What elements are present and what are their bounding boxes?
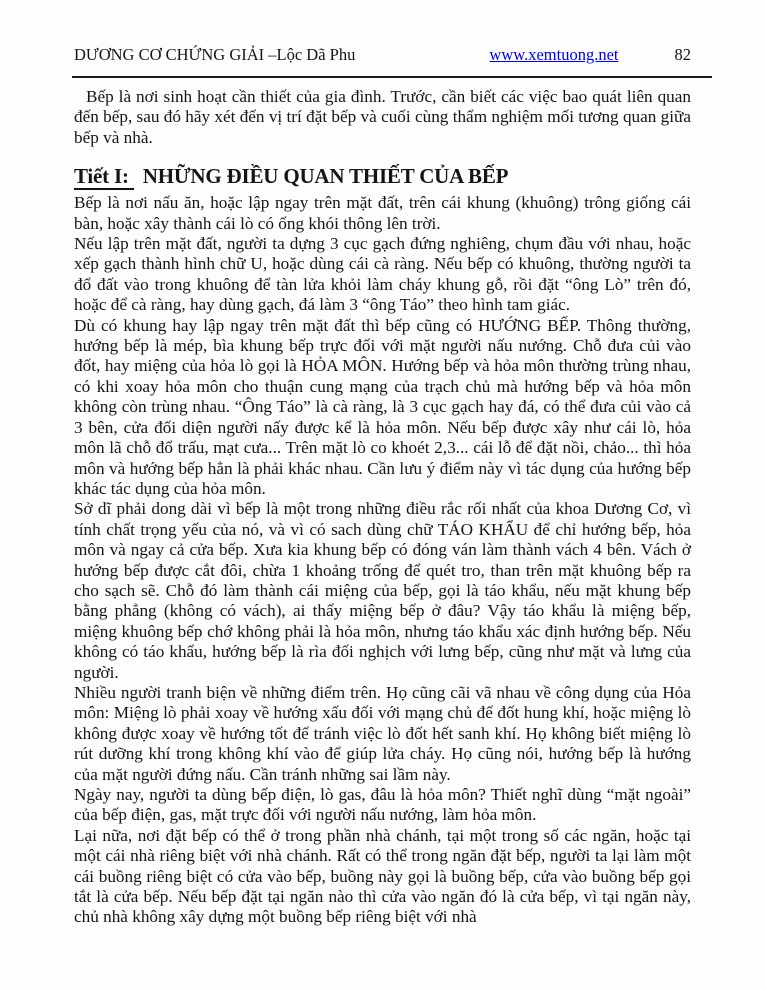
body-paragraph: Bếp là nơi nấu ăn, hoặc lập ngay trên mặt đất, trên cái khung (khuông) trông giống cái bàn, hoặc xây thành cái lò có ống khói thông lên trời. <box>74 193 691 233</box>
book-title: DƯƠNG CƠ CHỨNG GIẢI –Lộc Dã Phu <box>74 45 356 64</box>
header-divider <box>72 76 712 78</box>
body-paragraph: Ngày nay, người ta dùng bếp điện, lò gas, đâu là hỏa môn? Thiết nghĩ dùng “mặt ngoài” của bếp điện, gas, mặt trực đối với người nấu nướng, làm hỏa môn. <box>74 785 691 825</box>
body-paragraph: Sở dĩ phải dong dài vì bếp là một trong những điều rắc rối nhất của khoa Dương Cơ, vì tính chất trọng yếu của nó, và vì có sach dùng chữ TÁO KHẨU để chỉ hướng bếp, hỏa môn và ngay cả cửa bếp. Xưa kia khung bếp có đóng ván làm thành vách 4 bên. Vách ở hướng bếp được cắt đôi, chừa 1 khoảng trống để quét tro, than trên mặt khuông bếp ra cho sạch sẽ. Chỗ đó làm thành cái miệng của bếp, gọi là táo khẩu, nếu mặt khung bếp bằng phẳng (không có vách), ai thấy miệng bếp ở đâu? Vậy táo khẩu là miệng bếp, miệng khuông bếp chớ không phải là hỏa môn, nhưng táo khẩu xác định hướng bếp. Nếu không có táo khẩu, hướng bếp là rìa đối nghịch với lưng bếp, cũng như mặt và lưng của người. <box>74 499 691 682</box>
website-link[interactable]: www.xemtuong.net <box>489 45 619 64</box>
page-header <box>74 45 691 65</box>
body-paragraph: Nhiều người tranh biện về những điểm trên. Họ cũng cãi vã nhau về công dụng của Hỏa môn: Miệng lò phải xoay về hướng xấu đối với mạng chủ để đốt hung khí, hoặc miệng lò không được xoay về hướng tốt để tránh việc lò đốt hết sanh khí. Họ không biết miệng lò rút dưỡng khí trong không khí vào để giúp lửa cháy. Họ cũng nói, hướng bếp là hướng của mặt người đứng nấu. Cần tránh những sai lầm này. <box>74 682 691 784</box>
intro-paragraph: Bếp là nơi sinh hoạt cần thiết của gia đình. Trước, cần biết các việc bao quát liên quan đến bếp, sau đó hãy xét đến vị trí đặt bếp và cuối cùng thẩm nghiệm mối tương quan giữa bếp và nhà. <box>74 87 691 147</box>
section-label: Tiết I: <box>74 165 134 190</box>
body-paragraph: Dù có khung hay lập ngay trên mặt đất thì bếp cũng có HƯỚNG BẾP. Thông thường, hướng bếp là mép, bìa khung bếp trực đối với mặt người nấu nướng. Chỗ đưa củi vào đốt, hay miệng của hỏa lò gọi là HỎA MÔN. Hướng bếp và hỏa môn thường trùng nhau, có khi xoay hỏa môn cho thuận cung mạng của trạch chủ mà hướng bếp và hỏa môn không còn trùng nhau. “Ông Táo” là cà ràng, là 3 cục gạch hay đá, có thể đưa củi vào cả 3 bên, cửa đối diện người nấy được kể là hỏa môn. Nếu bếp được xây như cái lò, hỏa môn lã chỗ đổ trấu, mạt cưa... Trên mặt lò co khoét 2,3... cái lỗ để đặt nồi, chảo... thì hỏa môn và hướng bếp hẳn là phải khác nhau. Cần lưu ý điểm này vì tác dụng của hướng bếp khác tác dụng của hỏa môn. <box>74 315 691 498</box>
body-paragraph: Lại nữa, nơi đặt bếp có thể ở trong phần nhà chánh, tại một trong số các ngăn, hoặc tại một cái nhà riêng biệt với nhà chánh. Rất có thể trong ngăn đặt bếp, người ta lại làm một cái buồng riêng biệt có cửa vào bếp, buồng này gọi là buồng bếp, cửa vào buồng bếp gọi tắt là cửa bếp. Nếu bếp đặt tại ngăn nào thì cửa vào ngăn đó là cửa bếp, vì tại ngăn này, chủ nhà không xây dựng một buồng bếp riêng biệt với nhà <box>74 825 691 927</box>
section-title: NHỮNG ĐIỀU QUAN THIẾT CỦA BẾP <box>142 164 509 189</box>
page-number: 82 <box>674 45 691 64</box>
page-content <box>74 87 691 928</box>
body-paragraph: Nếu lập trên mặt đất, người ta dựng 3 cục gạch đứng nghiêng, chụm đầu với nhau, hoặc xếp gạch thành hình chữ U, hoặc dùng cái cà ràng. Nếu bếp có khuông, thường người ta đổ đất vào trong khuông để tàn lửa khỏi làm cháy khung gỗ, rồi đặt “ông Lò” trên đó, hoặc để cà ràng, hay dùng gạch, đá làm 3 “ông Táo” theo hình tam giác. <box>74 234 691 315</box>
section-heading <box>74 163 691 190</box>
